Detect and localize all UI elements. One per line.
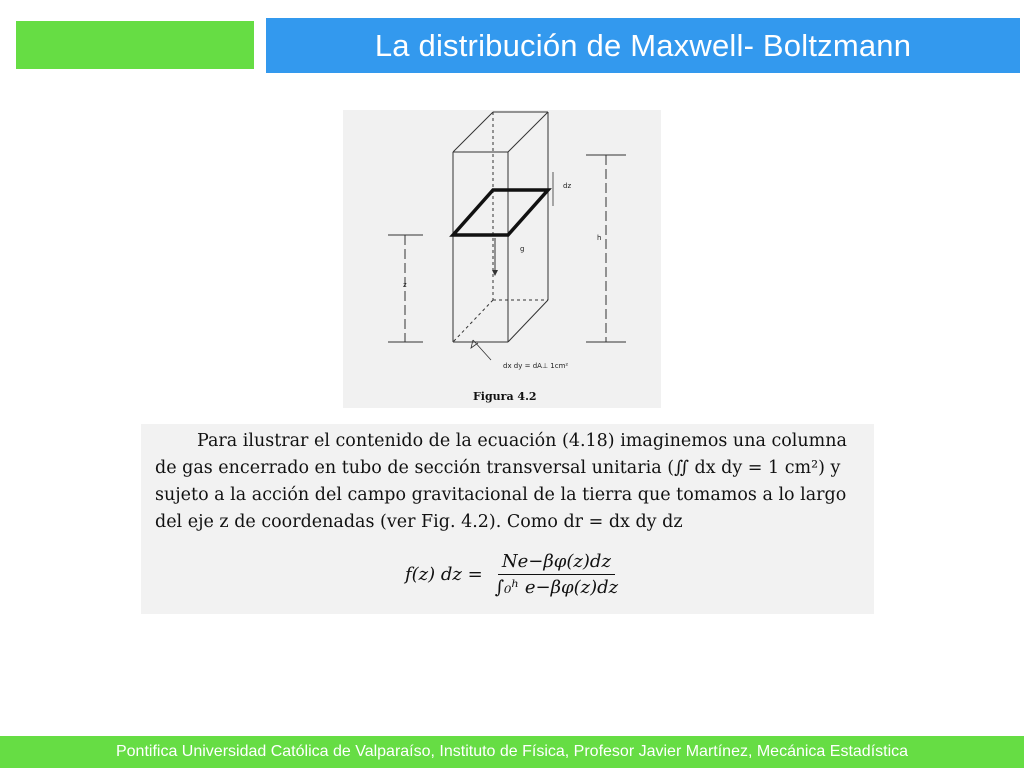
footer-bar <box>0 736 1024 768</box>
formula-denominator: ∫₀ʰ e−βφ(z)dz <box>494 577 619 598</box>
figure-caption: Figura 4.2 <box>473 390 537 403</box>
label-g: g <box>520 245 525 253</box>
page-title: La distribución de Maxwell- Boltzmann <box>374 27 912 63</box>
text-excerpt <box>141 424 874 614</box>
formula-lhs: f(z) dz = <box>405 564 483 585</box>
formula-fraction <box>491 551 622 598</box>
footer-text: Pontifica Universidad Católica de Valparaíso, Instituto de Física, Profesor Javier Martínez, Mecánica Estadística <box>115 743 909 760</box>
label-area: dx dy = dA⊥ 1cm² <box>503 362 569 370</box>
paragraph-line: del eje z de coordenadas (ver Fig. 4.2). Como dr = dx dy dz <box>155 512 683 532</box>
figure-image <box>343 110 661 408</box>
label-h: h <box>597 234 602 242</box>
label-dz: dz <box>563 182 572 190</box>
paragraph <box>155 428 867 536</box>
paragraph-line: sujeto a la acción del campo gravitacional de la tierra que tomamos a lo largo <box>155 485 847 505</box>
column-diagram <box>343 110 661 408</box>
formula-numerator: Ne−βφ(z)dz <box>498 551 615 575</box>
distribution-formula <box>405 551 622 598</box>
paragraph-line: Para ilustrar el contenido de la ecuación (4.18) imaginemos una columna <box>197 431 847 451</box>
title-bar <box>266 18 1020 73</box>
label-z: z <box>403 281 407 289</box>
header-accent-bar <box>16 21 254 69</box>
paragraph-line: de gas encerrado en tubo de sección transversal unitaria (∬ dx dy = 1 cm²) y <box>155 458 841 478</box>
